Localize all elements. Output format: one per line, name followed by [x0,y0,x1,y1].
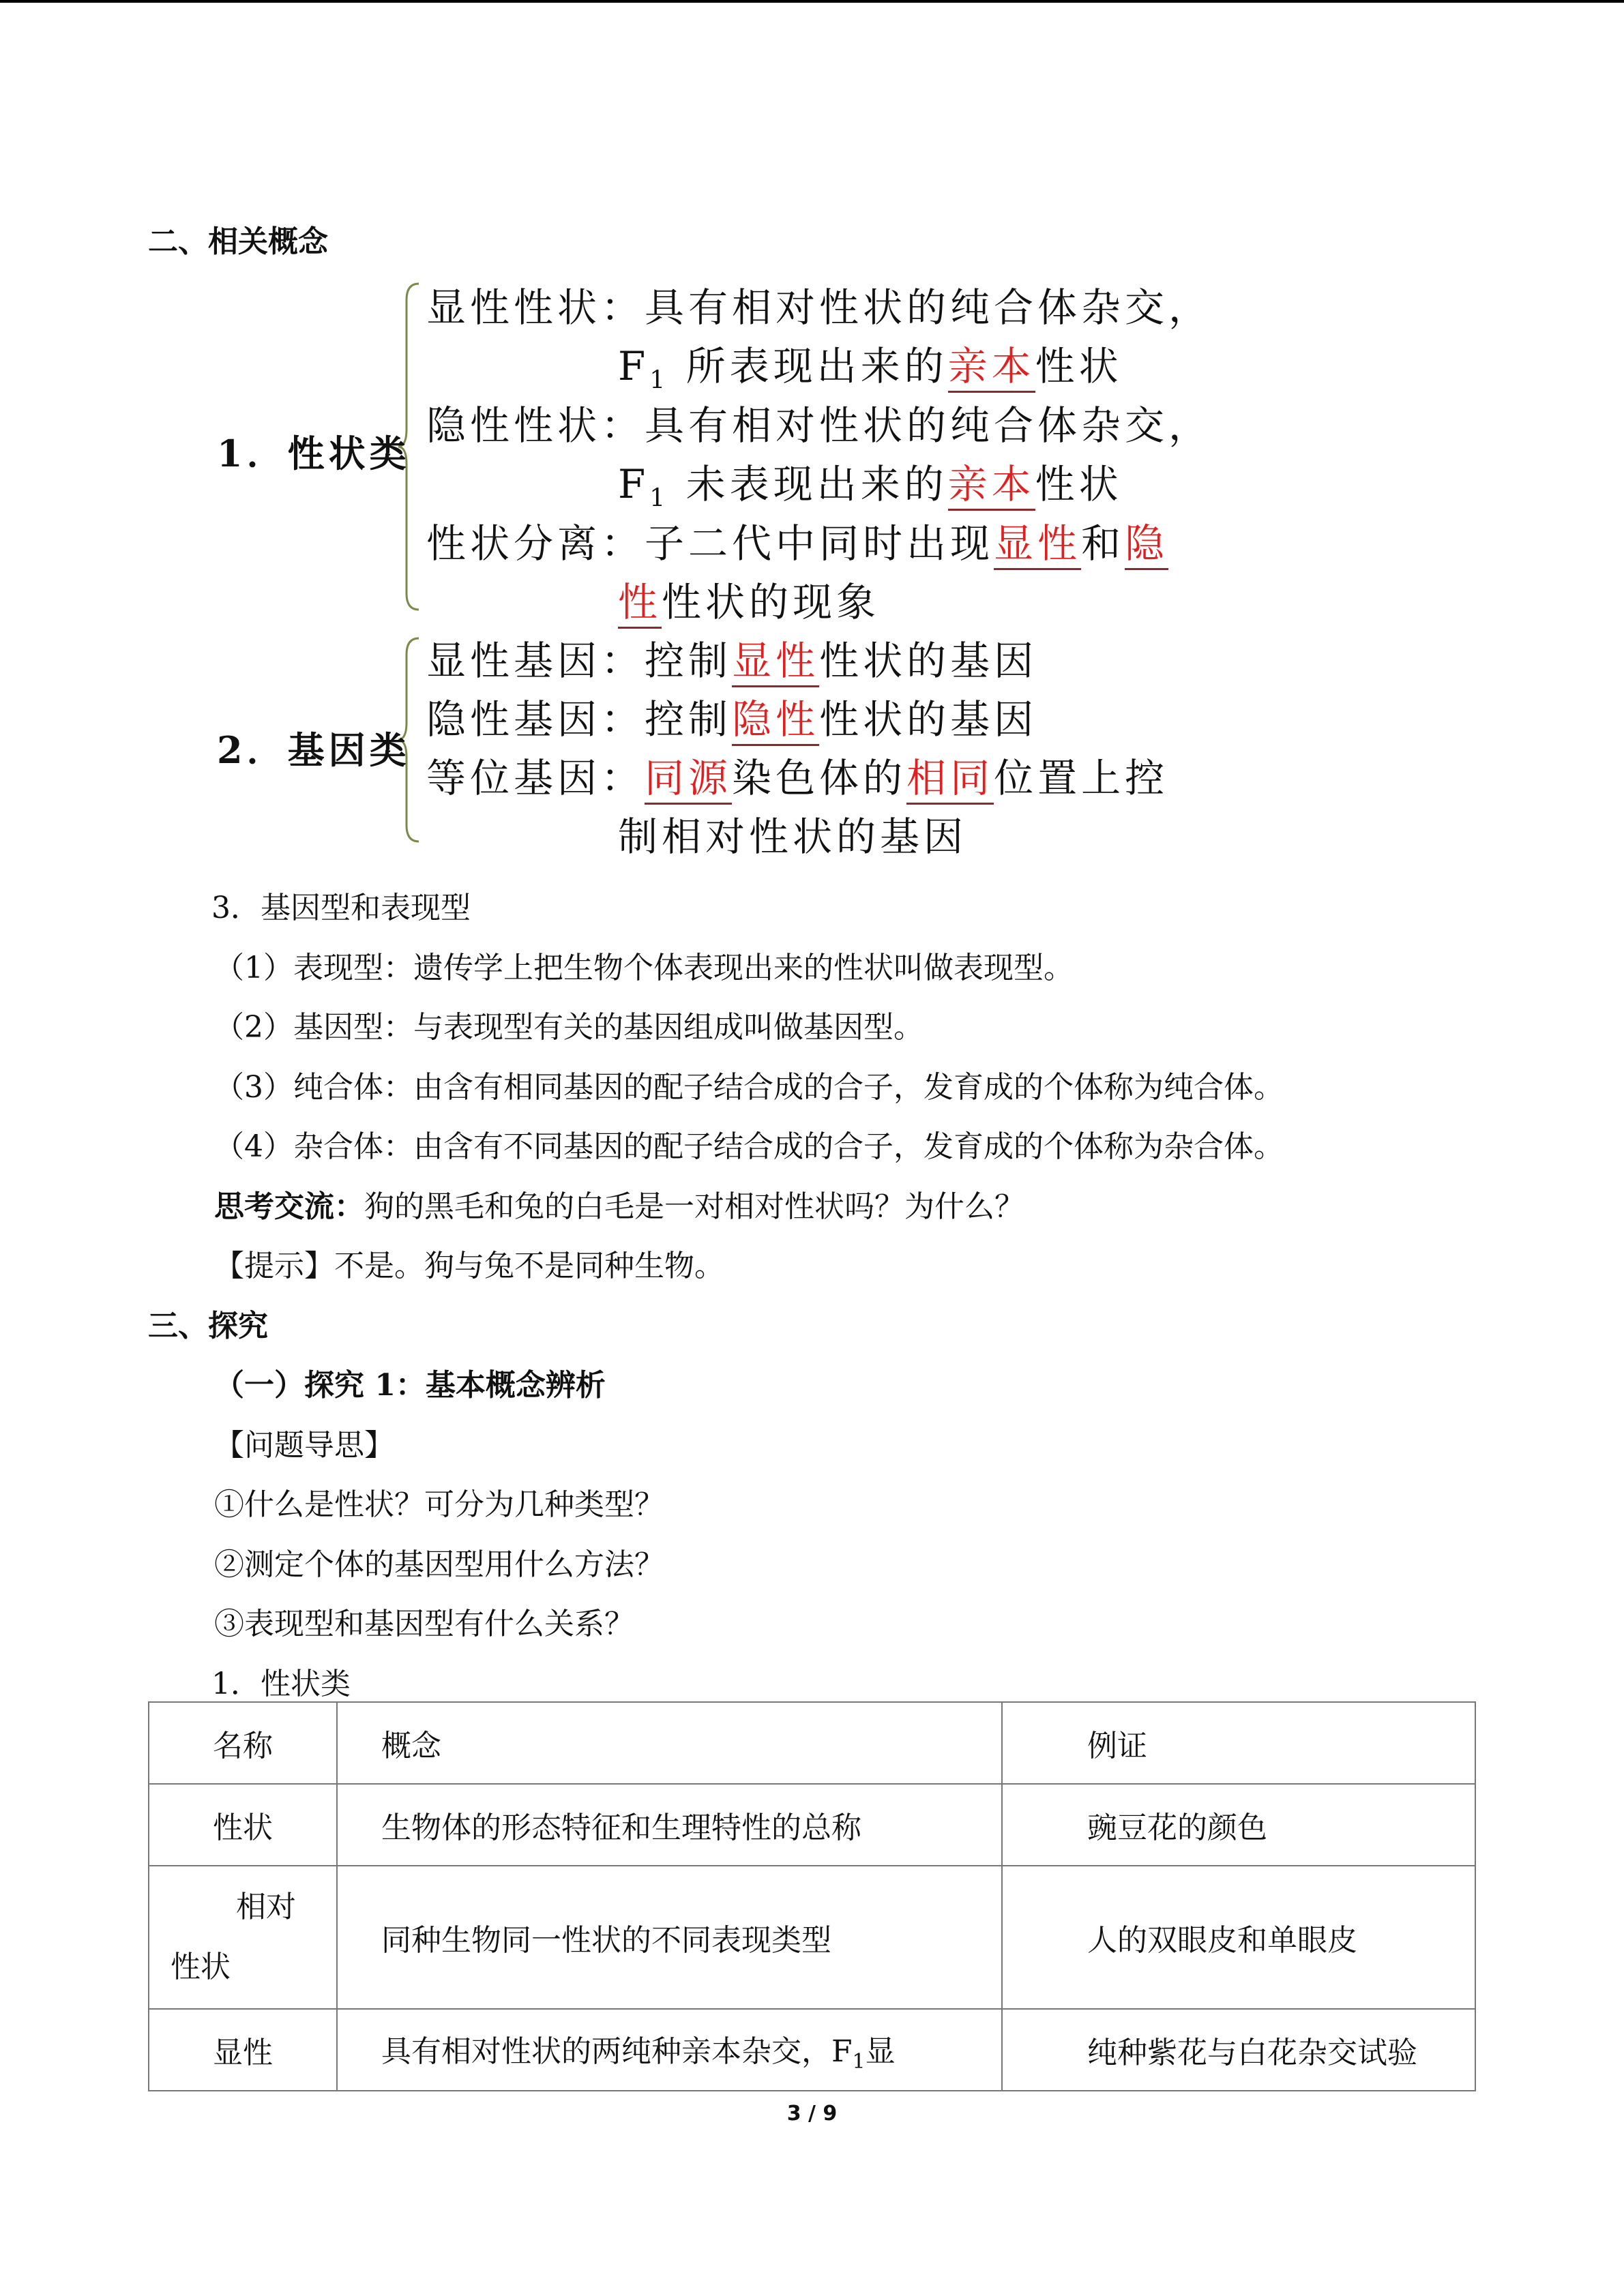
dominant-gene-def-2: 性状的基因 [819,638,1038,684]
row-3-name: 显性 [213,2036,273,2070]
section-3-title: 三、探究 [148,1309,268,1343]
recessive-trait-row-1 [426,393,1212,451]
allele-row-2 [618,805,967,862]
dominant-trait-row-1 [426,275,1212,333]
cell-concept [337,1784,1002,1866]
f1-symbol: F [618,343,650,389]
row-3-concept [338,2027,1001,2074]
header-example: 例证 [1087,1729,1147,1763]
header-name: 名称 [213,1729,273,1763]
row-2-name-line-2: 性状 [171,1950,231,1984]
segregation-row-1 [426,511,1168,569]
definition-phenotype: （1）表现型：遗传学上把生物个体表现出来的性状叫做表现型。 [214,951,1074,985]
explore-1-title: （一）探究 1：基本概念辨析 [214,1368,606,1403]
think-discussion [214,1182,1024,1225]
row-1-example: 豌豆花的颜色 [1087,1810,1267,1845]
table-row [149,1866,1475,2009]
row-3-concept-pre: 具有相对性状的两纯种亲本杂交，F [381,2033,853,2069]
header-cell-example [1002,1702,1475,1784]
dominant-gene-term: 显性基因 [426,638,602,684]
definition-homozygote: （3）纯合体：由含有相同基因的配子结合成的合子，发育成的个体称为纯合体。 [214,1070,1284,1105]
answer-recessive-a: 隐 [1125,520,1168,570]
recessive-gene-row [426,687,1037,745]
definition-genotype: （2）基因型：与表现型有关的基因组成叫做基因型。 [214,1010,924,1045]
answer-dominant: 显性 [994,520,1081,570]
cell-example [1002,1866,1475,2009]
allele-def-3: 制相对性状的基因 [618,814,968,860]
recessive-trait-term: 隐性性状 [426,402,602,449]
answer-parent-2: 亲本 [948,461,1035,511]
cell-example [1002,2009,1475,2091]
think-label: 思考交流： [214,1189,364,1224]
question-3: ③表现型和基因型有什么关系？ [214,1607,634,1641]
allele-def-2: 位置上控 [994,755,1169,801]
answer-parent-1: 亲本 [948,343,1035,393]
hint-text: 不是。狗与兔不是同种生物。 [334,1249,724,1283]
cell-example [1002,1784,1475,1866]
dominant-trait-def-2: 所表现出来的 [685,343,948,389]
page-top-border [0,0,1624,3]
recessive-trait-def-2: 未表现出来的 [685,461,948,507]
dominant-trait-row-2 [618,334,1123,395]
answer-dominant-gene: 显性 [732,638,819,687]
header-cell-concept [337,1702,1002,1784]
dominant-trait-def-3: 性状 [1035,343,1123,389]
gene-class-label: 2．基因类 [217,728,411,772]
table-row [149,2009,1475,2091]
colon: ： [601,402,645,449]
guide-title: 【问题导思】 [214,1428,394,1463]
hint-label: 【提示】 [214,1249,334,1283]
header-cell-name [149,1702,337,1784]
table-row [149,1784,1475,1866]
row-3-concept-sub: 1 [852,2049,866,2074]
dominant-trait-def-1: 具有相对性状的纯合体杂交， [645,284,1213,331]
row-2-name-line-1: 相对 [236,1890,296,1924]
section-2-title: 二、相关概念 [148,224,328,259]
recessive-trait-def-3: 性状 [1035,461,1123,507]
hint [214,1241,724,1285]
colon: ： [601,696,645,743]
definition-heterozygote: （4）杂合体：由含有不同基因的配子结合成的合子，发育成的个体称为杂合体。 [214,1129,1284,1164]
allele-def-1: 染色体的 [732,755,907,801]
dominant-trait-term: 显性性状 [426,284,602,331]
segregation-row-2 [618,570,880,627]
trait-table [148,1701,1476,2091]
recessive-trait-def-1: 具有相对性状的纯合体杂交， [645,402,1213,449]
recessive-trait-row-2 [618,452,1123,513]
recessive-gene-term: 隐性基因 [426,696,602,743]
segregation-term: 性状分离 [426,520,602,567]
f1-subscript: 1 [649,366,670,395]
answer-same: 相同 [906,755,994,805]
segregation-def-2: 性状的现象 [662,579,881,625]
row-3-example: 纯种紫花与白花杂交试验 [1087,2036,1417,2070]
row-3-concept-post: 显 [865,2033,896,2069]
segregation-and: 和 [1081,520,1125,567]
recessive-gene-def-1: 控制 [645,696,733,743]
f1-symbol: F [618,461,650,507]
row-1-concept: 生物体的形态特征和生理特性的总称 [381,1810,861,1845]
cell-concept [337,1866,1002,2009]
cell-name [149,1784,337,1866]
header-concept: 概念 [381,1729,441,1763]
recessive-gene-def-2: 性状的基因 [819,696,1038,743]
question-2: ②测定个体的基因型用什么方法？ [214,1547,664,1582]
row-2-example: 人的双眼皮和单眼皮 [1087,1923,1357,1958]
answer-homologous: 同源 [645,755,732,805]
item-3-title: 3．基因型和表现型 [211,891,471,925]
dominant-gene-def-1: 控制 [645,638,733,684]
question-1: ①什么是性状？可分为几种类型？ [214,1487,664,1522]
page-number: 3 / 9 [786,2102,838,2126]
cell-name [149,1866,337,2009]
answer-recessive-gene: 隐性 [732,696,819,746]
cell-concept [337,2009,1002,2091]
colon: ： [601,520,645,567]
answer-recessive-b: 性 [618,579,662,629]
cell-name [149,2009,337,2091]
colon: ： [601,284,645,331]
think-text: 狗的黑毛和兔的白毛是一对相对性状吗？为什么？ [364,1189,1024,1224]
row-2-concept: 同种生物同一性状的不同表现类型 [381,1923,831,1958]
allele-row-1 [426,746,1168,803]
dominant-gene-row [426,629,1037,686]
segregation-def-1: 子二代中同时出现 [645,520,994,567]
trait-class-label: 1．性状类 [217,432,411,475]
allele-term: 等位基因 [426,755,602,801]
colon: ： [601,755,645,801]
table-caption: 1．性状类 [211,1667,351,1701]
f1-subscript: 1 [649,484,670,513]
colon: ： [601,638,645,684]
row-1-name: 性状 [213,1810,273,1845]
table-header-row [149,1702,1475,1784]
